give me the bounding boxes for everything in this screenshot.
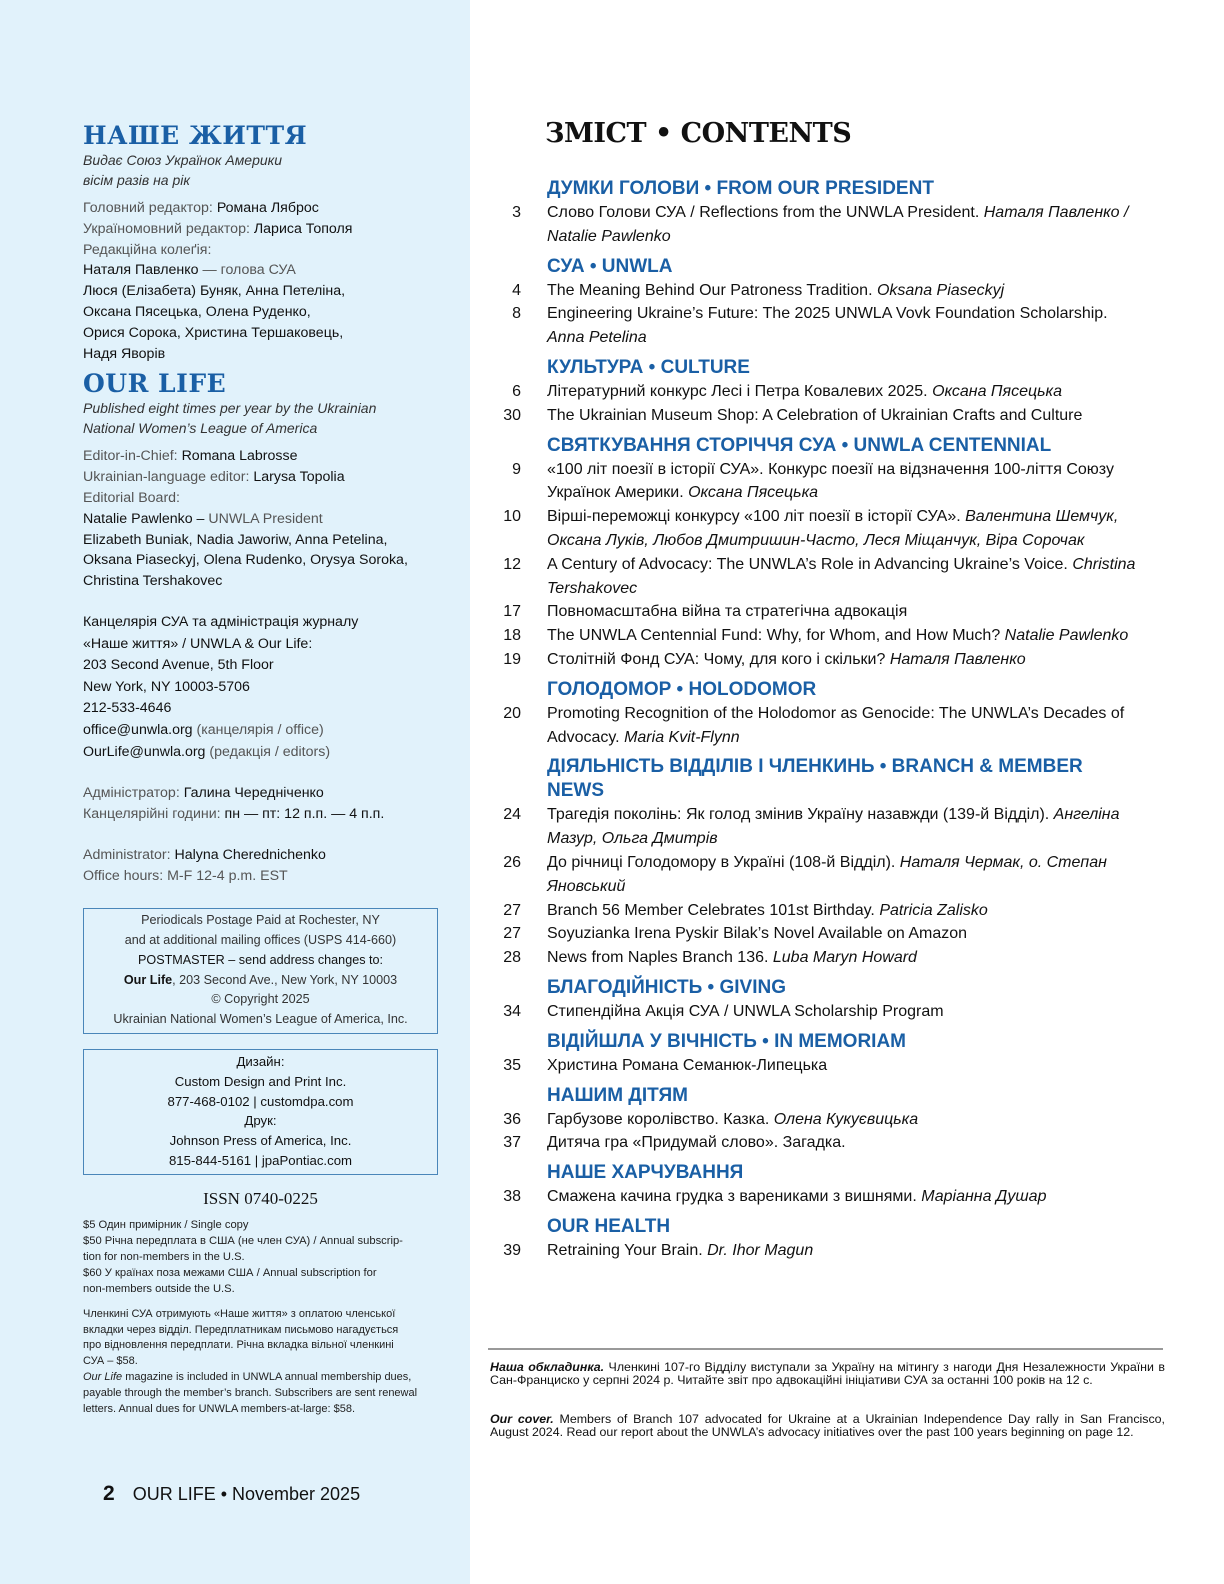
toc-entry-author: Oksana Piaseckyj <box>876 281 1005 299</box>
issn: ISSN 0740-0225 <box>203 1188 318 1208</box>
toc-entry-title: A Century of Advocacy: The UNWLA’s Role in Advancing Ukraine’s Voice. <box>547 555 1073 573</box>
office-email-note: (канцелярія / office) <box>192 721 324 738</box>
en-language-editor <box>83 467 443 488</box>
toc-entry-title: Повномасштабна війна та стратегічна адвокація <box>547 603 908 621</box>
toc-entry-author: Ангеліна Мазур, Ольга Дмитрів <box>547 806 1120 848</box>
print-company: Johnson Press of America, Inc. <box>169 1133 352 1149</box>
toc-entry-text <box>547 899 1147 923</box>
toc-entry[interactable] <box>500 899 1180 923</box>
toc-page-number: 12 <box>503 555 521 573</box>
label: Ukrainian-language editor: <box>83 469 254 486</box>
name: Наталя Павленко <box>83 262 199 279</box>
en-board-members: Oksana Piaseckyj, Olena Rudenko, Orysya Soroka, <box>83 552 408 569</box>
toc-page-number: 19 <box>503 650 521 668</box>
toc-entry-title: Літературний конкурс Лесі і Петра Ковалевих 2025. <box>547 382 933 400</box>
en-board-president <box>83 509 443 530</box>
label: Канцелярійні години: <box>83 805 225 822</box>
toc-page-number: 26 <box>503 853 521 871</box>
toc-section-heading: ВІДІЙШЛА У ВІЧНІСТЬ • IN MEMORIAM <box>547 1030 906 1052</box>
office-city: New York, NY 10003-5706 <box>83 678 250 695</box>
ua-tagline-line: Видає Союз Українок Америки <box>83 152 283 168</box>
office-hours: Office hours: M-F 12-4 p.m. EST <box>83 867 288 884</box>
office-email-link[interactable]: office@unwla.org <box>83 721 193 738</box>
toc-page-number: 8 <box>512 305 521 323</box>
design-company: Custom Design and Print Inc. <box>174 1073 347 1089</box>
toc-entry-author: Christina Tershakovec <box>547 555 1136 597</box>
toc-entry-title: Гарбузове королівство. Казка. <box>547 1110 774 1128</box>
en-chief-editor <box>83 446 443 467</box>
note-line: letters. Annual dues for UNWLA members-at-large: $58. <box>83 1402 356 1415</box>
toc-entry[interactable] <box>500 302 1180 350</box>
caption-text: Членкині 107-го Відділу виступали за Україну на мітингу з нагоди Дня Незалежности України в Сан-Франциско у серпні 2024 р. Читайте звіт про адвокаційні ініціативи СУА за останні 100 років на 12 с. <box>490 1360 1165 1388</box>
toc-entry[interactable] <box>500 458 1180 506</box>
toc-page-number: 10 <box>503 508 521 526</box>
price-line: tion for non-members in the U.S. <box>83 1250 245 1263</box>
postage-box <box>83 908 438 1034</box>
office-phone: 212-533-4646 <box>83 700 172 717</box>
toc-entry-title: Retraining Your Brain. <box>547 1241 708 1259</box>
office-address: 203 Second Avenue, 5th Floor <box>83 657 274 674</box>
caption-text: Members of Branch 107 advocated for Ukraine at a Ukrainian Independence Day rally in San Francisco, August 2024. Read our report about the UNWLA’s advocacy initiatives over the past 100 years beginning on page 12. <box>490 1412 1165 1440</box>
toc-entry[interactable] <box>500 404 1180 428</box>
toc-entry-title: Promoting Recognition of the Holodomor as Genocide: The UNWLA’s Decades of Advocacy. <box>547 704 1125 746</box>
toc-entry-text <box>547 302 1147 350</box>
toc-entry-author: Patricia Zalisko <box>879 901 988 919</box>
toc-entry-title: News from Naples Branch 136. <box>547 949 773 967</box>
cover-caption-en <box>490 1413 1165 1439</box>
name: Romana Labrosse <box>181 448 298 465</box>
role: — голова СУА <box>198 262 296 279</box>
toc-entry[interactable] <box>500 922 1180 946</box>
ua-board-members: Надя Яворів <box>83 345 166 362</box>
toc-page-number: 9 <box>512 460 521 478</box>
toc-entry-text <box>547 279 1147 303</box>
toc-entry-author: Maria Kvit-Flynn <box>624 728 740 746</box>
price-line: $60 У країнах поза межами США / Annual subscription for <box>83 1266 377 1279</box>
en-board-members: Christina Tershakovec <box>83 573 223 590</box>
ua-board-members: Оксана Пясецька, Олена Руденко, <box>83 303 311 320</box>
toc-entry-author: Dr. Ihor Magun <box>707 1241 814 1259</box>
toc-entry[interactable] <box>500 279 1180 303</box>
page-footer <box>103 1482 360 1506</box>
price-line: $50 Річна передплата в США (не член СУА) / Annual subscrip- <box>83 1234 403 1247</box>
name: Larysa Topolia <box>253 469 345 486</box>
name: Лариса Тополя <box>253 220 353 237</box>
toc-entry[interactable] <box>500 1239 1180 1263</box>
en-board-label: Editorial Board: <box>83 489 180 506</box>
toc-entry[interactable] <box>500 201 1180 249</box>
note-line: Членкині СУА отримують «Наше життя» з оплатою членської <box>83 1307 396 1320</box>
toc-entry[interactable] <box>500 1131 1180 1155</box>
caption-divider <box>488 1348 1163 1350</box>
name: Halyna Cherednichenko <box>174 846 326 863</box>
copyright-line: © Copyright 2025 <box>211 992 310 1007</box>
toc-section-heading: ДУМКИ ГОЛОВИ • FROM OUR PRESIDENT <box>547 178 934 199</box>
design-label: Дизайн: <box>236 1054 285 1070</box>
editors-email-link[interactable]: OurLife@unwla.org <box>83 743 206 760</box>
toc-entry[interactable] <box>500 648 1180 672</box>
toc-entry-author: Олена Кукуєвицька <box>773 1110 919 1128</box>
toc-section-heading: СУА • UNWLA <box>547 255 673 277</box>
toc-entry-text <box>547 702 1147 750</box>
ua-language-editor <box>83 219 443 240</box>
price-line: $5 Один примірник / Single copy <box>83 1218 249 1231</box>
toc-section-heading: НАШИМ ДІТЯМ <box>547 1084 688 1106</box>
toc-entry-author: Наталя Павленко / Natalie Pawlenko <box>547 204 1129 245</box>
toc-entry-text <box>547 380 1147 404</box>
caption-label: Our cover. <box>490 1412 554 1426</box>
print-contact: 815-844-5161 | jpaPontiac.com <box>168 1153 353 1169</box>
toc-page-number: 30 <box>503 406 521 424</box>
contents-title: ЗМІСТ • CONTENTS <box>545 118 852 149</box>
office-name: «Наше життя» / UNWLA & Our Life: <box>83 635 313 652</box>
toc-entry[interactable] <box>500 1108 1180 1132</box>
our-life-bold: Our Life <box>123 972 173 987</box>
toc-section-heading: ДІЯЛЬНІСТЬ ВІДДІЛІВ І ЧЛЕНКИНЬ • BRANCH & MEMBER NEWS <box>547 756 1083 802</box>
toc-page-number: 38 <box>503 1188 521 1206</box>
toc-page-number: 27 <box>503 901 521 919</box>
toc-entry-title: Стипендійна Акція СУА / UNWLA Scholarship Program <box>547 1002 944 1020</box>
toc-section-heading: НАШЕ ХАРЧУВАННЯ <box>547 1162 744 1184</box>
toc-entry-text <box>547 458 1147 506</box>
toc-entry-text <box>547 648 1147 672</box>
toc-entry[interactable] <box>500 1054 1180 1078</box>
toc-entry-text <box>547 553 1147 601</box>
ua-board-label: Редакційна колеґія: <box>83 241 212 258</box>
ua-board-members: Люся (Елізабета) Буняк, Анна Петеліна, <box>83 283 346 300</box>
membership-note <box>83 1307 443 1418</box>
toc-page-number: 37 <box>503 1134 521 1152</box>
toc-page-number: 4 <box>512 281 521 299</box>
toc-page-number: 3 <box>512 204 521 221</box>
toc-page-number: 18 <box>503 627 521 645</box>
ua-staff-list <box>83 198 443 364</box>
toc-entry-title: До річниці Голодомору в Україні (108-й Відділ). <box>547 853 900 871</box>
toc-entry[interactable] <box>500 624 1180 648</box>
toc-page-number: 36 <box>503 1110 521 1128</box>
ua-tagline-line: вісім разів на рік <box>83 172 190 188</box>
design-print-box <box>83 1049 438 1175</box>
toc-entry[interactable] <box>500 600 1180 624</box>
toc-page-number: 35 <box>503 1056 521 1074</box>
toc-entry-title: The UNWLA Centennial Fund: Why, for Whom, and How Much? <box>547 627 1005 645</box>
cover-caption-ua <box>490 1361 1165 1387</box>
en-tagline <box>83 398 443 438</box>
toc-entry-author: Luba Maryn Howard <box>772 949 917 967</box>
toc-page-number: 28 <box>503 949 521 967</box>
toc-section-heading: OUR HEALTH <box>547 1215 671 1237</box>
label: Administrator: <box>83 846 175 863</box>
our-life-italic: Our Life <box>83 1371 123 1384</box>
toc-entry-text <box>547 922 1147 946</box>
postage-address: , 203 Second Ave., New York, NY 10003 <box>172 972 398 987</box>
toc-entry-text <box>547 803 1147 851</box>
toc-page-number: 6 <box>512 382 521 400</box>
en-tagline-line: National Women’s League of America <box>83 420 318 437</box>
toc-entry-text <box>547 1000 1147 1024</box>
toc-entry[interactable] <box>500 946 1180 970</box>
toc-entry-title: Смажена качина грудка з варениками з вишнями. <box>547 1188 922 1206</box>
note-line: payable through the member’s branch. Subscribers are sent renewal <box>83 1386 418 1399</box>
toc-entry-title: The Ukrainian Museum Shop: A Celebration of Ukrainian Crafts and Culture <box>547 406 1083 424</box>
page-number: 2 <box>103 1482 115 1505</box>
label: Україномовний редактор: <box>83 220 254 237</box>
postmaster-line: POSTMASTER – send address changes to: <box>138 952 383 967</box>
toc-page-number: 39 <box>503 1241 521 1259</box>
toc-entry-author: Наталя Чермак, о. Степан Яновський <box>547 853 1107 895</box>
toc-entry-title: Soyuzianka Irena Pyskir Bilak’s Novel Available on Amazon <box>547 925 968 943</box>
toc-entry-text <box>547 624 1147 648</box>
toc-entry-text <box>547 505 1147 553</box>
name: Галина Чередніченко <box>183 785 324 802</box>
design-contact: 877-468-0102 | customdpa.com <box>167 1093 354 1109</box>
running-title: OUR LIFE • November 2025 <box>132 1484 361 1504</box>
toc-entry-title: Трагедія поколінь: Як голод змінив Україну назавжди (139-й Відділ). <box>547 806 1054 824</box>
ua-masthead-title: НАШЕ ЖИТТЯ <box>83 121 308 150</box>
en-board-members: Elizabeth Buniak, Nadia Jaworiw, Anna Petelina, <box>83 531 388 548</box>
toc-entry-author: Natalie Pawlenko <box>1004 627 1129 645</box>
note-line: про відновлення передплати. Річна вкладка вільної членкині <box>83 1339 394 1352</box>
editors-email-note: (редакція / editors) <box>205 743 331 760</box>
toc-entry-title: Вірші-переможці конкурсу «100 літ поезії в історії СУА». <box>547 508 966 526</box>
toc-entry-author: Маріанна Душар <box>921 1188 1047 1206</box>
office-name: Канцелярія СУА та адміністрація журналу <box>83 613 359 630</box>
toc-page-number: 27 <box>503 925 521 943</box>
label: Editor-in-Chief: <box>83 448 182 465</box>
toc-entry[interactable] <box>500 553 1180 601</box>
office-hours: пн — пт: 12 п.п. — 4 п.п. <box>224 805 385 822</box>
toc-entry-author: Оксана Пясецька <box>932 382 1062 400</box>
toc-entry-title: «100 літ поезії в історії СУА». Конкурс поезії на відзначення 100-ліття Союзу Українок Америки. <box>547 460 1114 502</box>
name: Natalie Pawlenko – <box>83 510 209 527</box>
note-line: СУА – $58. <box>83 1355 138 1368</box>
toc-entry-title: Столітній Фонд СУА: Чому, для кого і скільки? <box>547 650 890 668</box>
price-line: non-members outside the U.S. <box>83 1282 235 1295</box>
role: UNWLA President <box>208 510 323 527</box>
toc-entry[interactable] <box>500 851 1180 899</box>
masthead-sidebar <box>0 0 470 1584</box>
postage-line: and at additional mailing offices (USPS 414-660) <box>124 933 397 948</box>
toc-entry-text <box>547 946 1147 970</box>
toc-entry[interactable] <box>500 380 1180 404</box>
ua-tagline <box>83 150 443 190</box>
toc-page-number: 34 <box>503 1002 521 1020</box>
en-staff-list <box>83 446 443 592</box>
ua-board-president <box>83 260 443 281</box>
toc-entry[interactable] <box>500 803 1180 851</box>
toc-entry-text <box>547 201 1147 249</box>
name: Романа Ляброс <box>216 200 319 216</box>
toc-entry-title: Дитяча гра «Придумай слово». Загадка. <box>547 1134 846 1152</box>
toc-entry-text <box>547 1131 1147 1155</box>
toc-entry-text <box>547 1054 1147 1078</box>
toc-entry-title: Branch 56 Member Celebrates 101st Birthday. <box>547 901 880 919</box>
masthead-content <box>83 122 443 1417</box>
note-line: magazine is included in UNWLA annual membership dues, <box>122 1371 412 1384</box>
table-of-contents <box>500 118 1180 1263</box>
toc-entry[interactable] <box>500 702 1180 750</box>
toc-entry-text <box>547 404 1147 428</box>
label: Головний редактор: <box>83 200 217 216</box>
toc-section-heading: КУЛЬТУРА • CULTURE <box>547 356 750 378</box>
subscription-prices <box>83 1217 443 1297</box>
en-masthead-title: OUR LIFE <box>83 369 227 399</box>
ua-administrator <box>83 783 443 825</box>
en-tagline-line: Published eight times per year by the Ukrainian <box>83 400 377 417</box>
toc-section-heading: ГОЛОДОМОР • HOLODOMOR <box>547 678 817 700</box>
toc-page-number: 17 <box>503 603 521 621</box>
toc-entry[interactable] <box>500 1000 1180 1024</box>
ua-board-members: Орися Сорока, Христина Тершаковець, <box>83 324 344 341</box>
office-contact <box>83 612 443 763</box>
toc-entry[interactable] <box>500 1185 1180 1209</box>
toc-entry-text <box>547 1108 1147 1132</box>
toc-entry-title: Engineering Ukraine’s Future: The 2025 UNWLA Vovk Foundation Scholarship. <box>547 305 1108 323</box>
toc-entry-author: Валентина Шемчук, Оксана Луків, Любов Дмитришин-Часто, Леся Міщанчук, Віра Сорочак <box>547 508 1119 549</box>
toc-entry-title: The Meaning Behind Our Patroness Tradition. <box>547 281 877 299</box>
label: Адміністратор: <box>83 785 184 802</box>
print-label: Друк: <box>244 1113 277 1129</box>
ua-chief-editor <box>83 198 443 219</box>
en-administrator <box>83 845 443 887</box>
toc-entry[interactable] <box>500 505 1180 553</box>
caption-label: Наша обкладинка. <box>490 1360 605 1374</box>
toc-entry-title: Слово Голови СУА / Reflections from the UNWLA President. <box>547 204 984 221</box>
toc-sections <box>500 177 1180 1263</box>
toc-entry-author: Оксана Пясецька <box>688 484 819 502</box>
toc-page-number: 24 <box>503 806 521 824</box>
copyright-holder: Ukrainian National Women’s League of America, Inc. <box>113 1012 408 1027</box>
toc-entry-author: Anna Petelina <box>547 329 647 347</box>
toc-page-number: 20 <box>503 704 521 722</box>
toc-entry-title: Христина Романа Семанюк-Липецька <box>547 1056 828 1074</box>
toc-entry-text <box>547 851 1147 899</box>
note-line: вкладки через відділ. Передплатникам письмово нагадується <box>83 1323 399 1336</box>
toc-section-heading: СВЯТКУВАННЯ СТОРІЧЧЯ СУА • UNWLA CENTENNIAL <box>547 434 1052 456</box>
toc-section-heading: БЛАГОДІЙНІСТЬ • GIVING <box>547 976 786 998</box>
toc-entry-text <box>547 600 1147 624</box>
toc-entry-text <box>547 1239 1147 1263</box>
toc-entry-text <box>547 1185 1147 1209</box>
postage-line: Periodicals Postage Paid at Rochester, NY <box>141 913 380 928</box>
toc-entry-author: Наталя Павленко <box>889 650 1026 668</box>
